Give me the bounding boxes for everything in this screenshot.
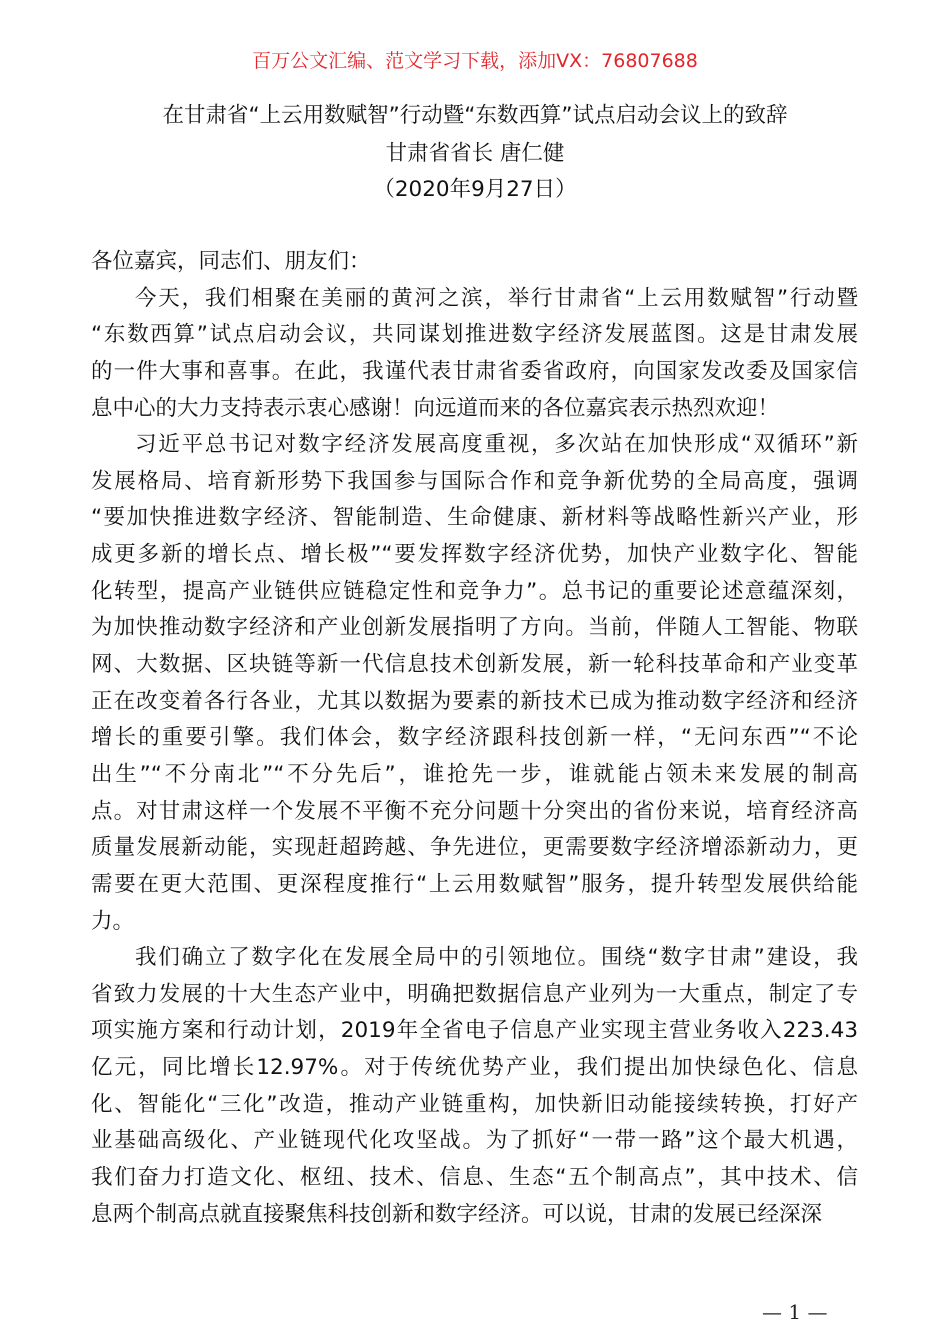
paragraph xyxy=(91,281,858,428)
paragraph xyxy=(91,427,858,940)
text-line: 化、智能化“三化”改造，推动产业链重构，加快新旧动能接续转换，打好产 xyxy=(91,1091,858,1117)
text-line: 点。对甘肃这样一个发展不平衡不充分问题十分突出的省份来说，培育经济高 xyxy=(91,798,858,824)
text-line: 出生”“不分南北”“不分先后”，谁抢先一步，谁就能占领未来发展的制高 xyxy=(91,761,858,787)
document-date: （2020年9月27日） xyxy=(373,177,577,202)
text-line: 正在改变着各行各业，尤其以数据为要素的新技术已成为推动数字经济和经济 xyxy=(91,688,858,714)
text-line: 为加快推动数字经济和产业创新发展指明了方向。当前，伴随人工智能、物联 xyxy=(91,615,858,641)
text-line: 我们奋力打造文化、枢纽、技术、信息、生态“五个制高点”，其中技术、信 xyxy=(91,1165,858,1191)
text-line: 息中心的大力支持表示衷心感谢！向远道而来的各位嘉宾表示热烈欢迎！ xyxy=(91,395,780,421)
text-line: 习近平总书记对数字经济发展高度重视，多次站在加快形成“双循环”新 xyxy=(135,432,858,458)
text-line: 项实施方案和行动计划，2019年全省电子信息产业实现主营业务收入223.43 xyxy=(91,1018,858,1044)
text-line: 业基础高级化、产业链现代化攻坚战。为了抓好“一带一路”这个最大机遇， xyxy=(91,1128,858,1154)
document-title: 在甘肃省“上云用数赋智”行动暨“东数西算”试点启动会议上的致辞 xyxy=(162,103,788,128)
document-body xyxy=(91,244,858,1233)
text-line: 力。 xyxy=(91,908,135,934)
text-line: 省致力发展的十大生态产业中，明确把数据信息产业列为一大重点，制定了专 xyxy=(91,981,858,1007)
page-number: — 1 — xyxy=(762,1300,828,1324)
paragraph xyxy=(91,940,858,1233)
text-line: 化转型，提高产业链供应链稳定性和竞争力”。总书记的重要论述意蕴深刻， xyxy=(91,578,858,604)
text-line: 增长的重要引擎。我们体会，数字经济跟科技创新一样，“无问东西”“不论 xyxy=(91,725,858,751)
text-line: 息两个制高点就直接聚焦科技创新和数字经济。可以说，甘肃的发展已经深深 xyxy=(91,1201,823,1227)
text-line: “要加快推进数字经济、智能制造、生命健康、新材料等战略性新兴产业，形 xyxy=(91,505,858,531)
text-line: 我们确立了数字化在发展全局中的引领地位。围绕“数字甘肃”建设，我 xyxy=(135,945,858,971)
salutation xyxy=(91,244,858,281)
text-line: “东数西算”试点启动会议，共同谋划推进数字经济发展蓝图。这是甘肃发展 xyxy=(91,322,858,348)
text-line: 成更多新的增长点、增长极”“要发挥数字经济优势，加快产业数字化、智能 xyxy=(91,542,858,568)
watermark-banner: 百万公文汇编、范文学习下载，添加VX：76807688 xyxy=(252,50,698,72)
text-line: 网、大数据、区块链等新一代信息技术创新发展，新一轮科技革命和产业变革 xyxy=(91,652,858,678)
text-line: 亿元，同比增长12.97%。对于传统优势产业，我们提出加快绿色化、信息 xyxy=(91,1055,858,1081)
text-line: 需要在更大范围、更深程度推行“上云用数赋智”服务，提升转型发展供给能 xyxy=(91,871,858,897)
text-line: 今天，我们相聚在美丽的黄河之滨，举行甘肃省“上云用数赋智”行动暨 xyxy=(135,285,858,311)
text-line: 的一件大事和喜事。在此，我谨代表甘肃省委省政府，向国家发改委及国家信 xyxy=(91,358,858,384)
text-line: 各位嘉宾，同志们、朋友们： xyxy=(91,249,371,274)
text-line: 发展格局、培育新形势下我国参与国际合作和竞争新优势的全局高度，强调 xyxy=(91,468,858,494)
document-author: 甘肃省省长 唐仁健 xyxy=(385,141,565,166)
text-line: 质量发展新动能，实现赶超跨越、争先进位，更需要数字经济增添新动力，更 xyxy=(91,835,858,861)
